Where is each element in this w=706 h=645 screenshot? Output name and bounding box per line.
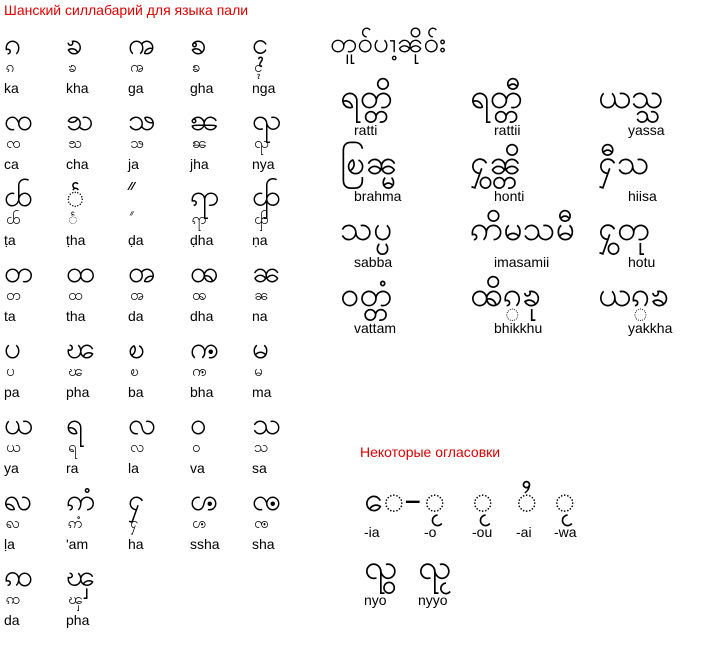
syllable-glyph: ယ [4,407,34,442]
subscript-glyph: ၾ [68,590,83,608]
syllable-cell [252,483,312,562]
subscript-glyph: ꧫ [254,514,269,532]
subscript-glyph: ꧠ [192,58,201,76]
syllable-cell [190,331,250,410]
subscript-glyph: ၵ [6,58,15,76]
syllable-glyph: ꩮ [4,483,33,518]
vowel-glyph: ႂ [554,480,576,520]
transliteration-label: nga [252,80,276,96]
transliteration-label: ḷa [4,536,15,552]
syllable-glyph: ၿ [128,331,146,366]
syllable-cell [66,559,126,638]
syllable-cell [128,331,188,410]
subscript-glyph: ဝ [192,438,201,456]
transliteration-label: bha [190,384,214,400]
word-transliteration: sabba [354,254,393,270]
transliteration-label: ṭa [4,232,16,248]
syllable-glyph: ၾ [66,559,96,594]
subscript-glyph: ꧪ [192,514,207,532]
word-script: ဢိမသမီ [470,209,575,249]
transliteration-label: ssha [190,536,220,552]
transliteration-label: jha [190,156,209,172]
subscript-glyph: ꧤ [6,210,21,228]
transliteration-label: kha [66,80,89,96]
subscript-glyph: ꧢ [130,134,144,152]
syllable-glyph: သ [252,407,282,442]
vowel-glyph: ေ– [364,480,422,520]
syllable-cell [128,407,188,486]
transliteration-label: cha [66,156,89,172]
vowel-transliteration: nyyo [418,592,448,608]
syllable-cell [4,559,64,638]
word-transliteration: brahma [354,188,402,204]
subscript-glyph: ꩪ [192,286,207,304]
subscript-glyph: ၻ [130,286,144,304]
subscript-glyph: ꩡ [6,590,21,608]
transliteration-label: ḍa [128,232,144,248]
word-transliteration: hiisa [628,188,657,204]
transliteration-label: 'am [66,536,89,552]
transliteration-label: pa [4,384,20,400]
transliteration-label: da [4,612,20,628]
syllable-glyph: ၻ [128,255,156,290]
transliteration-label: pha [66,384,90,400]
transliteration-label: ra [66,460,79,476]
subscript-glyph: ၺ [254,134,269,152]
transliteration-label: la [128,460,139,476]
syllable-glyph: မ [252,331,270,366]
word-script: ႁွတု [598,209,650,249]
word-script: ယၵ္ၶ [598,275,670,315]
syllable-cell [190,483,250,562]
vowel-transliteration: -ou [472,524,493,540]
word-script: ယသ္သ [598,77,664,117]
syllable-glyph: ꧢ [128,103,156,138]
subscript-glyph: ၽ [68,362,83,380]
vowel-example [418,548,478,618]
syllable-cell [66,103,126,182]
syllable-cell [66,255,126,334]
subscript-glyph: ယ [6,438,21,456]
page-title: Шанский силлабарий для языка пали [4,2,249,18]
syllable-cell [66,483,126,562]
transliteration-label: ca [4,156,19,172]
word-transliteration: honti [494,188,525,204]
transliteration-label: ma [252,384,272,400]
syllable-glyph: ꧫ [252,483,282,518]
transliteration-label: sha [252,536,275,552]
word-transliteration: ratti [354,122,378,138]
syllable-cell [4,483,64,562]
syllable-glyph: ꧪ [190,483,219,518]
syllable-cell [252,27,312,106]
vowel-example [554,480,614,550]
transliteration-label: va [190,460,205,476]
subscript-glyph: ဢံ [68,514,83,532]
syllable-cell [4,27,64,106]
word-script: ꩪိၵ္ၶု [470,275,542,315]
word-transliteration: yakkha [628,320,673,336]
syllable-cell [4,407,64,486]
syllable-cell [190,407,250,486]
word-transliteration: bhikkhu [494,320,543,336]
transliteration-label: ta [4,308,16,324]
vowel-transliteration: -wa [554,524,577,540]
syllable-glyph: ꧩ [190,331,220,366]
transliteration-label: ja [128,156,139,172]
transliteration-label: tha [66,308,86,324]
syllable-glyph: ꩪ [190,255,220,290]
syllable-cell [252,255,312,334]
syllable-cell [128,179,188,258]
syllable-cell [252,103,312,182]
syllable-cell [4,103,64,182]
subscript-glyph: လ [130,438,145,456]
syllable-cell [66,27,126,106]
syllable-glyph: ၶ [66,27,84,62]
syllable-cell [128,103,188,182]
word-script: သပ္ပ [340,209,393,249]
subscript-glyph: မ [254,362,263,380]
subscript-glyph: ထ [68,286,83,304]
syllable-glyph: ꧨ [252,179,282,214]
syllable-cell [66,407,126,486]
transliteration-label: gha [190,80,214,96]
syllable-cell [128,255,188,334]
transliteration-label: ḍha [190,232,214,248]
subscript-glyph: ꩠ [130,58,144,76]
word-transliteration: hotu [628,254,656,270]
syllable-cell [252,407,312,486]
subscript-glyph: ꧨ [254,210,269,228]
syllable-glyph: တ [4,255,34,290]
syllable-glyph: ဝ [190,407,207,442]
syllable-glyph: ႁ [128,483,145,518]
vowel-glyph: ႆ [516,480,538,520]
subscript-glyph: ၚ [254,58,263,76]
vowel-glyph: ႂ [472,480,494,520]
syllable-glyph: ꧣ [190,103,219,138]
syllable-cell [4,255,64,334]
word-script: ၿြၼ္မ [340,143,399,183]
word-script: ဝတ္တံ [340,275,393,315]
syllable-glyph: ထ [66,255,96,290]
transliteration-label: ṇa [252,232,268,248]
subscript-glyph: တ [6,286,21,304]
vowel-glyph: ႂ [424,480,446,520]
syllable-cell [190,103,250,182]
syllable-cell [128,27,188,106]
vowel-transliteration: -o [424,524,437,540]
transliteration-label: nya [252,156,275,172]
transliteration-label: ba [128,384,144,400]
transliteration-label: ya [4,460,19,476]
word-script: ႁွၼ္တိ [470,143,522,183]
syllable-cell [190,179,250,258]
syllable-glyph: ရ [66,407,84,442]
syllable-cell [4,179,64,258]
subscript-glyph: ၿ [130,362,139,380]
word-transliteration: imasamii [494,254,550,270]
subscript-glyph: သ [254,438,269,456]
syllable-cell [66,179,126,258]
vowel-section-title: Некоторые огласовки [360,444,501,460]
syllable-glyph: ၽ [66,331,96,366]
syllable-cell [252,331,312,410]
syllable-glyph: ၚ [252,27,269,62]
word-script: ႁီသ [598,143,650,183]
subscript-glyph: ꧦ [130,210,134,228]
syllable-cell [66,331,126,410]
word-transliteration: vattam [354,320,397,336]
subscript-glyph: ၼ [254,286,269,304]
syllable-glyph: ၺ [252,103,282,138]
script-heading: တူဝ်ပၢ့ၼိုဝ်း [330,26,447,59]
syllable-glyph: ပ [4,331,22,366]
syllable-glyph: ꩡ [4,559,34,594]
syllable-glyph: ꧦ [128,179,136,214]
subscript-glyph: ပ [6,362,15,380]
subscript-glyph: ꧣ [192,134,207,152]
subscript-glyph: ႁ [130,514,139,532]
syllable-glyph: ꧤ [4,179,34,214]
transliteration-label: ṭha [66,232,86,248]
vowel-glyph: ၺွ [364,548,398,588]
transliteration-label: ka [4,80,19,96]
subscript-glyph: ၸ [6,134,21,152]
syllable-cell [190,255,250,334]
syllable-glyph: ၸ [4,103,34,138]
vowel-transliteration: nyo [364,592,387,608]
word-transliteration: yassa [628,122,665,138]
transliteration-label: na [252,308,268,324]
syllable-glyph: ၵ [4,27,21,62]
syllable-glyph: ဢံ [66,483,96,518]
transliteration-label: ga [128,80,144,96]
syllable-glyph: ꧥ [66,179,85,214]
subscript-glyph: ꩮ [6,514,21,532]
syllable-glyph: လ [128,407,157,442]
vowel-example [364,480,424,550]
transliteration-label: ha [128,536,144,552]
syllable-glyph: ꩠ [128,27,156,62]
syllable-glyph: ၼ [252,255,282,290]
transliteration-label: dha [190,308,214,324]
vowel-transliteration: -ai [516,524,532,540]
syllable-cell [4,331,64,410]
transliteration-label: da [128,308,144,324]
subscript-glyph: ꧥ [68,210,78,228]
transliteration-label: sa [252,460,267,476]
word-transliteration: rattii [494,122,521,138]
syllable-cell [128,483,188,562]
syllable-glyph: ꧡ [66,103,94,138]
vowel-glyph: ၺႂ [418,548,452,588]
syllable-cell [252,179,312,258]
word-script: ရတ္တိ [340,77,393,117]
word-script: ရတ္တီ [470,77,523,117]
subscript-glyph: ꧡ [68,134,82,152]
vowel-example [364,548,424,618]
subscript-glyph: ရ [68,438,77,456]
subscript-glyph: ꧩ [192,362,207,380]
syllable-cell [190,27,250,106]
syllable-glyph: ꧧ [190,179,220,214]
subscript-glyph: ၶ [68,58,77,76]
transliteration-label: pha [66,612,90,628]
syllable-glyph: ꧠ [190,27,207,62]
vowel-transliteration: -ia [364,524,380,540]
subscript-glyph: ꧧ [192,210,207,228]
